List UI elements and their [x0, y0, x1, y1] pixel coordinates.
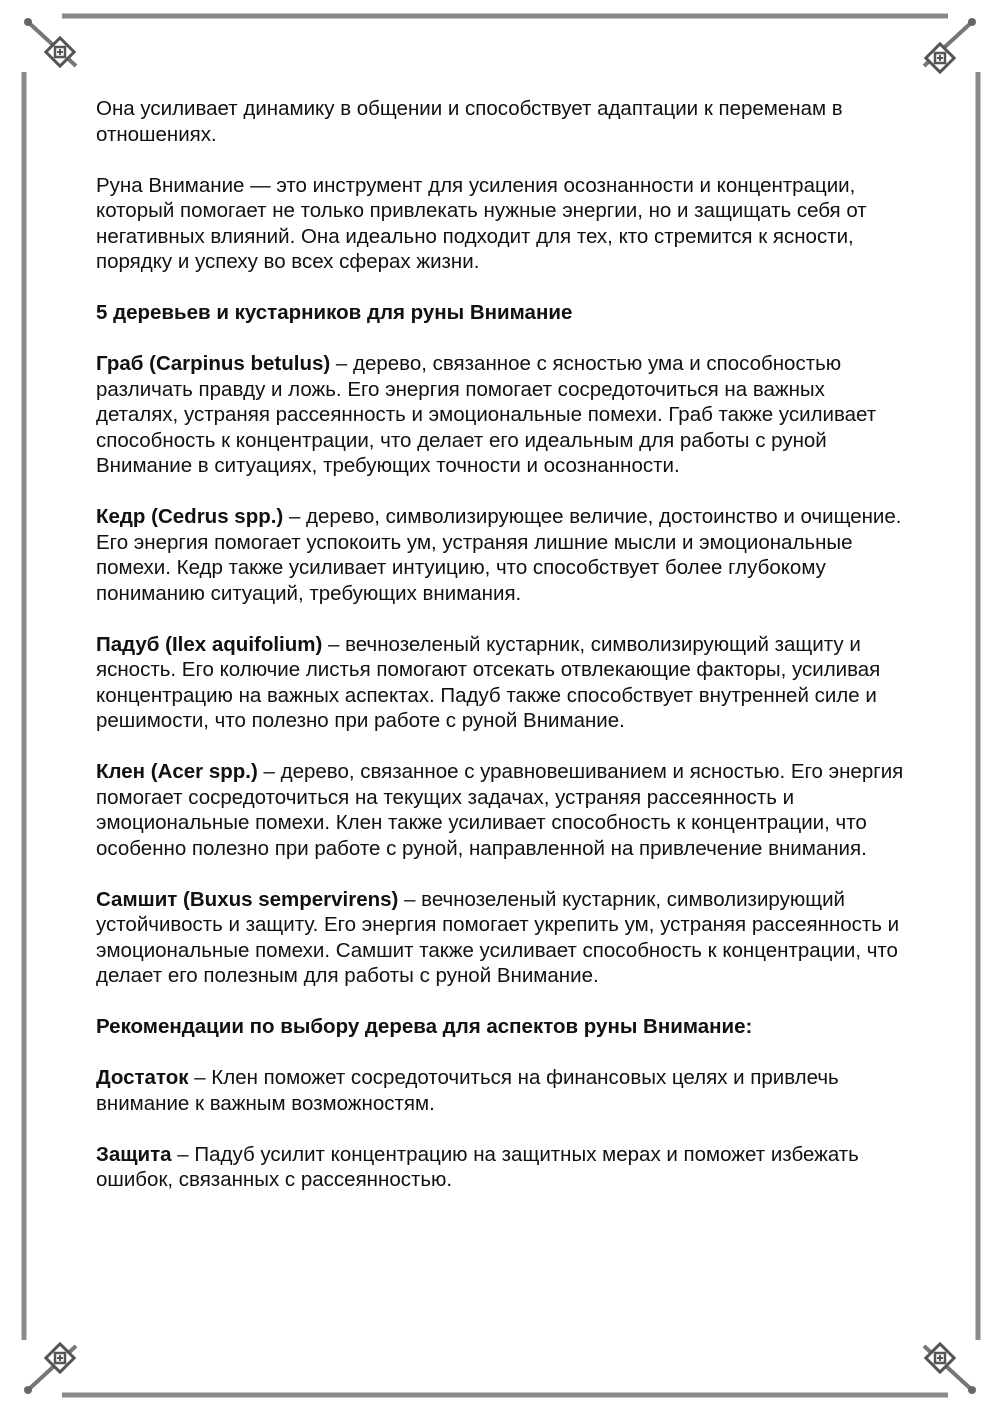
tree-description: – вечнозеленый кустарник, символизирующий устойчивость и защиту. Его энергия помогает укрепить ум, устраняя рассеянность и эмоциональные помехи. Самшит также усиливает способность к концентрации, что делает его полезным для работы с руной Внимание. [96, 887, 900, 987]
tree-entry [96, 759, 908, 861]
recommendation-entry [96, 1065, 908, 1116]
intro-paragraph: Она усиливает динамику в общении и способствует адаптации к переменам в отношениях. [96, 97, 843, 146]
recommendation-text: – Клен поможет сосредоточиться на финансовых целях и привлечь внимание к важным возможностям. [96, 1066, 839, 1115]
tree-entry [96, 504, 908, 606]
tree-entry [96, 351, 908, 479]
recommendation-entry [96, 1142, 908, 1193]
recommendation-term: Защита [96, 1142, 172, 1166]
tree-name: Граб (Carpinus betulus) [96, 352, 331, 375]
tree-entry [96, 887, 908, 989]
recommendation-text: – Падуб усилит концентрацию на защитных мерах и поможет избежать ошибок, связанных с рассеянностью. [96, 1142, 859, 1191]
tree-description: – дерево, связанное с уравновешиванием и ясностью. Его энергия помогает сосредоточиться на текущих задачах, устраняя рассеянность и эмоциональные помехи. Клен также усиливает способность к концентрации, что особенно полезно при работе с руной, направленной на привлечение внимания. [96, 760, 904, 860]
intro-paragraph: Руна Внимание — это инструмент для усиления осознанности и концентрации, который помогает не только привлекать нужные энергии, но и защищать себя от негативных влияний. Она идеально подходит для тех, кто стремится к ясности, порядку и успеху во всех сферах жизни. [96, 173, 867, 273]
corner-ornament-icon [926, 44, 954, 72]
document-body [96, 96, 908, 1218]
section-heading-trees: 5 деревьев и кустарников для руны Внимание [96, 301, 573, 324]
tree-description: – вечнозеленый кустарник, символизирующий защиту и ясность. Его колючие листья помогают отсекать отвлекающие факторы, усиливая концентрацию на важных аспектах. Падуб также способствует внутренней силе и решимости, что полезно при работе с руной Внимание. [96, 632, 881, 732]
tree-description: – дерево, связанное с ясностью ума и способностью различать правду и ложь. Его энергия помогает сосредоточиться на важных деталях, устраняя рассеянность и эмоциональные помехи. Граб также усиливает способность к концентрации, что делает его идеальным для работы с руной Внимание в ситуациях, требующих точности и осознанности. [96, 352, 877, 477]
tree-name: Падуб (Ilex aquifolium) [96, 632, 323, 656]
section-heading-recommendations: Рекомендации по выбору дерева для аспектов руны Внимание: [96, 1015, 753, 1038]
recommendation-term: Достаток [96, 1066, 189, 1089]
tree-description: – дерево, символизирующее величие, достоинство и очищение. Его энергия помогает успокоить ум, устраняя лишние мысли и эмоциональные помехи. Кедр также усиливает интуицию, что способствует более глубокому пониманию ситуаций, требующих внимания. [96, 505, 902, 605]
tree-entry [96, 632, 908, 734]
tree-name: Клен (Acer spp.) [96, 760, 258, 783]
tree-name: Самшит (Buxus sempervirens) [96, 887, 399, 911]
tree-name: Кедр (Cedrus spp.) [96, 505, 284, 528]
